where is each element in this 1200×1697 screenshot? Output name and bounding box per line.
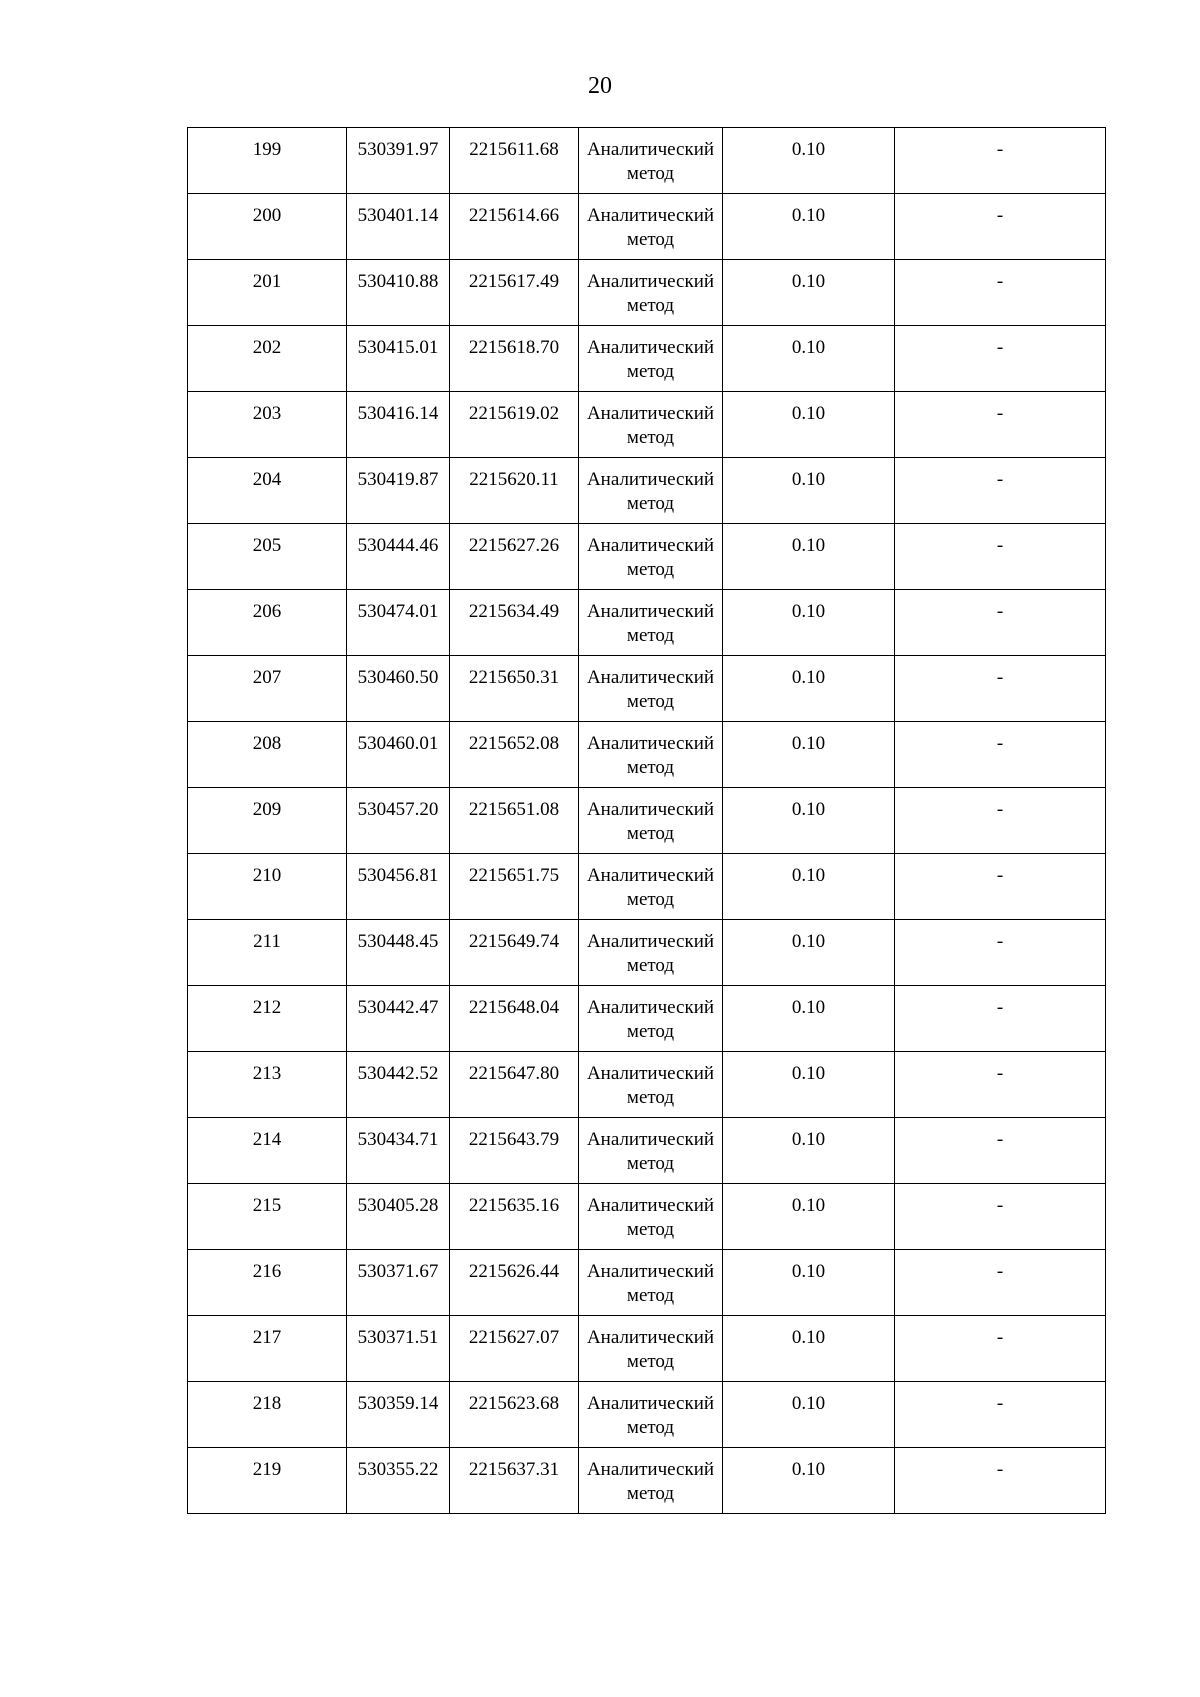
note-cell: - <box>895 1184 1106 1250</box>
x-coordinate-cell: 530401.14 <box>347 194 450 260</box>
point-number-cell: 210 <box>188 854 347 920</box>
accuracy-cell: 0.10 <box>723 524 895 590</box>
note-cell: - <box>895 458 1106 524</box>
point-number-cell: 205 <box>188 524 347 590</box>
accuracy-cell: 0.10 <box>723 458 895 524</box>
table-row <box>188 722 1106 788</box>
method-cell: Аналитический метод <box>579 458 723 524</box>
note-cell: - <box>895 788 1106 854</box>
table-row <box>188 128 1106 194</box>
y-coordinate-cell: 2215648.04 <box>450 986 579 1052</box>
x-coordinate-cell: 530444.46 <box>347 524 450 590</box>
note-cell: - <box>895 656 1106 722</box>
note-cell: - <box>895 128 1106 194</box>
method-cell: Аналитический метод <box>579 920 723 986</box>
table-row <box>188 788 1106 854</box>
table-row <box>188 392 1106 458</box>
x-coordinate-cell: 530456.81 <box>347 854 450 920</box>
method-cell: Аналитический метод <box>579 392 723 458</box>
method-cell: Аналитический метод <box>579 788 723 854</box>
y-coordinate-cell: 2215614.66 <box>450 194 579 260</box>
accuracy-cell: 0.10 <box>723 722 895 788</box>
table-row <box>188 1448 1106 1514</box>
method-cell: Аналитический метод <box>579 1316 723 1382</box>
point-number-cell: 206 <box>188 590 347 656</box>
y-coordinate-cell: 2215617.49 <box>450 260 579 326</box>
note-cell: - <box>895 260 1106 326</box>
x-coordinate-cell: 530419.87 <box>347 458 450 524</box>
method-cell: Аналитический метод <box>579 1382 723 1448</box>
method-cell: Аналитический метод <box>579 656 723 722</box>
y-coordinate-cell: 2215649.74 <box>450 920 579 986</box>
method-cell: Аналитический метод <box>579 1448 723 1514</box>
method-cell: Аналитический метод <box>579 1052 723 1118</box>
point-number-cell: 208 <box>188 722 347 788</box>
note-cell: - <box>895 194 1106 260</box>
note-cell: - <box>895 1118 1106 1184</box>
accuracy-cell: 0.10 <box>723 194 895 260</box>
accuracy-cell: 0.10 <box>723 1316 895 1382</box>
table-row <box>188 986 1106 1052</box>
x-coordinate-cell: 530460.50 <box>347 656 450 722</box>
note-cell: - <box>895 524 1106 590</box>
accuracy-cell: 0.10 <box>723 326 895 392</box>
note-cell: - <box>895 1052 1106 1118</box>
table-row <box>188 326 1106 392</box>
table-row <box>188 854 1106 920</box>
method-cell: Аналитический метод <box>579 986 723 1052</box>
note-cell: - <box>895 1448 1106 1514</box>
x-coordinate-cell: 530355.22 <box>347 1448 450 1514</box>
x-coordinate-cell: 530460.01 <box>347 722 450 788</box>
x-coordinate-cell: 530405.28 <box>347 1184 450 1250</box>
table-row <box>188 458 1106 524</box>
accuracy-cell: 0.10 <box>723 1448 895 1514</box>
accuracy-cell: 0.10 <box>723 590 895 656</box>
table-row <box>188 1052 1106 1118</box>
y-coordinate-cell: 2215651.08 <box>450 788 579 854</box>
table-row <box>188 1316 1106 1382</box>
y-coordinate-cell: 2215623.68 <box>450 1382 579 1448</box>
point-number-cell: 215 <box>188 1184 347 1250</box>
accuracy-cell: 0.10 <box>723 1382 895 1448</box>
table-row <box>188 590 1106 656</box>
point-number-cell: 211 <box>188 920 347 986</box>
y-coordinate-cell: 2215650.31 <box>450 656 579 722</box>
table-row <box>188 260 1106 326</box>
y-coordinate-cell: 2215618.70 <box>450 326 579 392</box>
table-row <box>188 920 1106 986</box>
accuracy-cell: 0.10 <box>723 1184 895 1250</box>
point-number-cell: 216 <box>188 1250 347 1316</box>
table-row <box>188 1250 1106 1316</box>
accuracy-cell: 0.10 <box>723 260 895 326</box>
accuracy-cell: 0.10 <box>723 656 895 722</box>
y-coordinate-cell: 2215619.02 <box>450 392 579 458</box>
note-cell: - <box>895 1316 1106 1382</box>
x-coordinate-cell: 530359.14 <box>347 1382 450 1448</box>
page-number: 20 <box>588 73 612 99</box>
method-cell: Аналитический метод <box>579 260 723 326</box>
point-number-cell: 203 <box>188 392 347 458</box>
x-coordinate-cell: 530416.14 <box>347 392 450 458</box>
note-cell: - <box>895 722 1106 788</box>
y-coordinate-cell: 2215634.49 <box>450 590 579 656</box>
note-cell: - <box>895 1382 1106 1448</box>
method-cell: Аналитический метод <box>579 1118 723 1184</box>
point-number-cell: 200 <box>188 194 347 260</box>
accuracy-cell: 0.10 <box>723 788 895 854</box>
accuracy-cell: 0.10 <box>723 920 895 986</box>
table-row <box>188 524 1106 590</box>
y-coordinate-cell: 2215637.31 <box>450 1448 579 1514</box>
note-cell: - <box>895 920 1106 986</box>
table-row <box>188 1382 1106 1448</box>
note-cell: - <box>895 1250 1106 1316</box>
point-number-cell: 217 <box>188 1316 347 1382</box>
method-cell: Аналитический метод <box>579 1184 723 1250</box>
table-row <box>188 1118 1106 1184</box>
coordinates-table <box>187 127 1106 1514</box>
y-coordinate-cell: 2215611.68 <box>450 128 579 194</box>
method-cell: Аналитический метод <box>579 722 723 788</box>
y-coordinate-cell: 2215635.16 <box>450 1184 579 1250</box>
point-number-cell: 219 <box>188 1448 347 1514</box>
x-coordinate-cell: 530410.88 <box>347 260 450 326</box>
method-cell: Аналитический метод <box>579 326 723 392</box>
table-row <box>188 194 1106 260</box>
accuracy-cell: 0.10 <box>723 1118 895 1184</box>
accuracy-cell: 0.10 <box>723 854 895 920</box>
x-coordinate-cell: 530371.67 <box>347 1250 450 1316</box>
note-cell: - <box>895 392 1106 458</box>
point-number-cell: 207 <box>188 656 347 722</box>
x-coordinate-cell: 530391.97 <box>347 128 450 194</box>
method-cell: Аналитический метод <box>579 194 723 260</box>
note-cell: - <box>895 326 1106 392</box>
method-cell: Аналитический метод <box>579 128 723 194</box>
accuracy-cell: 0.10 <box>723 392 895 458</box>
accuracy-cell: 0.10 <box>723 1250 895 1316</box>
point-number-cell: 201 <box>188 260 347 326</box>
x-coordinate-cell: 530434.71 <box>347 1118 450 1184</box>
y-coordinate-cell: 2215627.07 <box>450 1316 579 1382</box>
x-coordinate-cell: 530371.51 <box>347 1316 450 1382</box>
y-coordinate-cell: 2215652.08 <box>450 722 579 788</box>
method-cell: Аналитический метод <box>579 1250 723 1316</box>
point-number-cell: 202 <box>188 326 347 392</box>
point-number-cell: 213 <box>188 1052 347 1118</box>
point-number-cell: 199 <box>188 128 347 194</box>
x-coordinate-cell: 530442.47 <box>347 986 450 1052</box>
accuracy-cell: 0.10 <box>723 986 895 1052</box>
accuracy-cell: 0.10 <box>723 1052 895 1118</box>
accuracy-cell: 0.10 <box>723 128 895 194</box>
method-cell: Аналитический метод <box>579 590 723 656</box>
y-coordinate-cell: 2215647.80 <box>450 1052 579 1118</box>
table-body <box>188 128 1106 1514</box>
method-cell: Аналитический метод <box>579 524 723 590</box>
x-coordinate-cell: 530448.45 <box>347 920 450 986</box>
y-coordinate-cell: 2215620.11 <box>450 458 579 524</box>
method-cell: Аналитический метод <box>579 854 723 920</box>
x-coordinate-cell: 530474.01 <box>347 590 450 656</box>
y-coordinate-cell: 2215627.26 <box>450 524 579 590</box>
note-cell: - <box>895 590 1106 656</box>
point-number-cell: 218 <box>188 1382 347 1448</box>
x-coordinate-cell: 530442.52 <box>347 1052 450 1118</box>
point-number-cell: 204 <box>188 458 347 524</box>
point-number-cell: 209 <box>188 788 347 854</box>
x-coordinate-cell: 530457.20 <box>347 788 450 854</box>
x-coordinate-cell: 530415.01 <box>347 326 450 392</box>
table-row <box>188 656 1106 722</box>
point-number-cell: 214 <box>188 1118 347 1184</box>
y-coordinate-cell: 2215651.75 <box>450 854 579 920</box>
note-cell: - <box>895 986 1106 1052</box>
y-coordinate-cell: 2215643.79 <box>450 1118 579 1184</box>
note-cell: - <box>895 854 1106 920</box>
point-number-cell: 212 <box>188 986 347 1052</box>
table-row <box>188 1184 1106 1250</box>
y-coordinate-cell: 2215626.44 <box>450 1250 579 1316</box>
